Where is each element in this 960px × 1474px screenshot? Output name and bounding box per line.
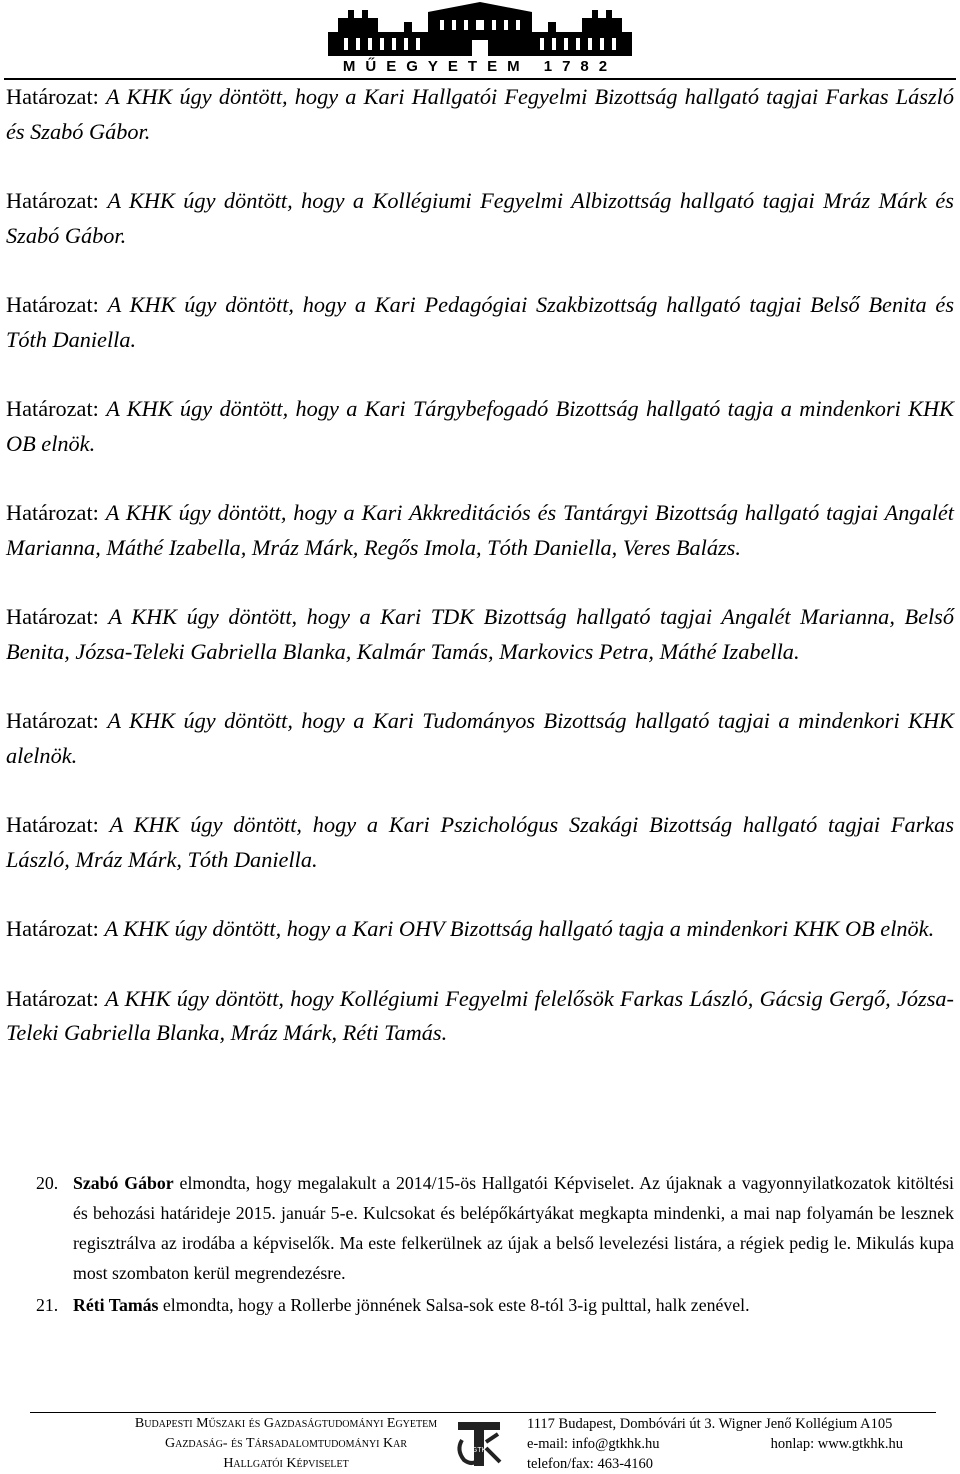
footer-website[interactable]: honlap: www.gtkhk.hu <box>770 1436 903 1452</box>
resolution-lead: Határozat: <box>6 916 99 941</box>
footer-university: Budapesti Műszaki és Gazdaságtudományi Egyetem <box>134 1416 438 1431</box>
resolution-text: A KHK úgy döntött, hogy a Kollégiumi Fegyelmi Albizottság hallgató tagjai Mráz Márk és Szabó Gábor. <box>6 188 954 248</box>
resolution-text: A KHK úgy döntött, hogy a Kari Pszichológus Szakági Bizottság hallgató tagjai Farkas László, Mráz Márk, Tóth Daniella. <box>6 812 955 872</box>
resolution-paragraph <box>6 288 954 357</box>
resolution-paragraph <box>6 912 954 947</box>
page-header <box>0 0 960 80</box>
footer-rule <box>30 1412 936 1413</box>
agenda-item-text <box>73 1290 954 1320</box>
agenda-item-number: 21. <box>36 1295 59 1315</box>
agenda-item-text <box>73 1168 954 1288</box>
resolution-lead: Határozat: <box>6 500 99 525</box>
resolution-lead: Határozat: <box>6 812 99 837</box>
resolution-text: A KHK úgy döntött, hogy a Kari Tárgybefogadó Bizottság hallgató tagja a mindenkori KHK OB elnök. <box>6 396 955 456</box>
agenda-item <box>36 1168 954 1288</box>
agenda-item-number: 20. <box>36 1173 59 1193</box>
resolution-paragraph <box>6 808 954 877</box>
speaker-name: Réti Tamás <box>73 1295 159 1315</box>
resolution-lead: Határozat: <box>6 84 99 109</box>
footer-council: Hallgatói Képviselet <box>223 1456 349 1471</box>
resolution-text: A KHK úgy döntött, hogy a Kari Tudományos Bizottság hallgató tagjai a mindenkori KHK alelnök. <box>6 708 954 768</box>
resolution-lead: Határozat: <box>6 396 99 421</box>
resolution-text: A KHK úgy döntött, hogy a Kari OHV Bizottság hallgató tagja a mindenkori KHK OB elnök. <box>104 916 935 941</box>
resolution-lead: Határozat: <box>6 604 99 629</box>
agenda-item-body: elmondta, hogy a Rollerbe jönnének Salsa-sok este 8-tól 3-ig pulttal, halk zenével. <box>158 1295 750 1315</box>
resolution-text: A KHK úgy döntött, hogy a Kari Akkreditációs és Tantárgyi Bizottság hallgató tagjai Angalét Marianna, Máthé Izabella, Mráz Márk, Regős Imola, Tóth Daniella, Veres Balázs. <box>6 500 954 560</box>
resolution-paragraph <box>6 496 954 565</box>
resolution-text: A KHK úgy döntött, hogy Kollégiumi Fegyelmi felelősök Farkas László, Gácsig Gergő, Józsa-Teleki Gabriella Blanka, Mráz Márk, Réti Tamás. <box>6 985 954 1045</box>
resolution-paragraph <box>6 982 954 1051</box>
footer-organization <box>116 1414 456 1474</box>
speaker-name: Szabó Gábor <box>73 1173 174 1193</box>
agenda-items <box>36 1168 954 1322</box>
resolution-text: A KHK úgy döntött, hogy a Kari Pedagógiai Szakbizottság hallgató tagjai Belső Benita és Tóth Daniella. <box>6 292 954 352</box>
resolutions-list <box>6 80 954 1086</box>
logo-text: MŰEGYETEM 1782 <box>342 58 618 75</box>
footer-faculty: Gazdaság- és Társadalomtudományi Kar <box>164 1436 408 1451</box>
footer-phone: telefon/fax: 463-4160 <box>527 1456 654 1472</box>
resolution-paragraph <box>6 704 954 773</box>
page-footer <box>0 1380 960 1473</box>
resolution-lead: Határozat: <box>6 985 99 1011</box>
resolution-paragraph <box>6 80 954 149</box>
resolution-lead: Határozat: <box>6 188 99 213</box>
agenda-item <box>36 1290 954 1320</box>
resolution-text: A KHK úgy döntött, hogy a Kari Hallgatói Fegyelmi Bizottság hallgató tagjai Farkas László és Szabó Gábor. <box>6 84 954 144</box>
resolution-text: A KHK úgy döntött, hogy a Kari TDK Bizottság hallgató tagjai Angalét Marianna, Belső Benita, Józsa-Teleki Gabriella Blanka, Kalmár Tamás, Markovics Petra, Máthé Izabella. <box>6 604 954 664</box>
gtk-logo <box>452 1416 506 1470</box>
resolution-paragraph <box>6 600 954 669</box>
resolution-lead: Határozat: <box>6 708 99 733</box>
svg-text:GTK: GTK <box>471 1447 487 1454</box>
resolution-lead: Határozat: <box>6 292 99 317</box>
footer-address: 1117 Budapest, Dombóvári út 3. Wigner Jenő Kollégium A105 <box>527 1416 893 1432</box>
resolution-paragraph <box>6 184 954 253</box>
resolution-paragraph <box>6 392 954 461</box>
footer-contact <box>527 1414 947 1474</box>
agenda-item-body: elmondta, hogy megalakult a 2014/15-ös Hallgatói Képviselet. Az újaknak a vagyonnyilatkozatok kitöltési és behozási határideje 2015. január 5-e. Kulcsokat és belépőkártyákat megkapta mindenki, a mai nap folyamán be lesznek regisztrálva az irodába a képviselők. Ma este felkerülnek az újak a belső levelezési listára, a régiek pedig le. Mikulás kupa most szombaton kerül megrendezésre. <box>73 1173 954 1283</box>
footer-email[interactable]: e-mail: info@gtkhk.hu <box>527 1436 660 1452</box>
